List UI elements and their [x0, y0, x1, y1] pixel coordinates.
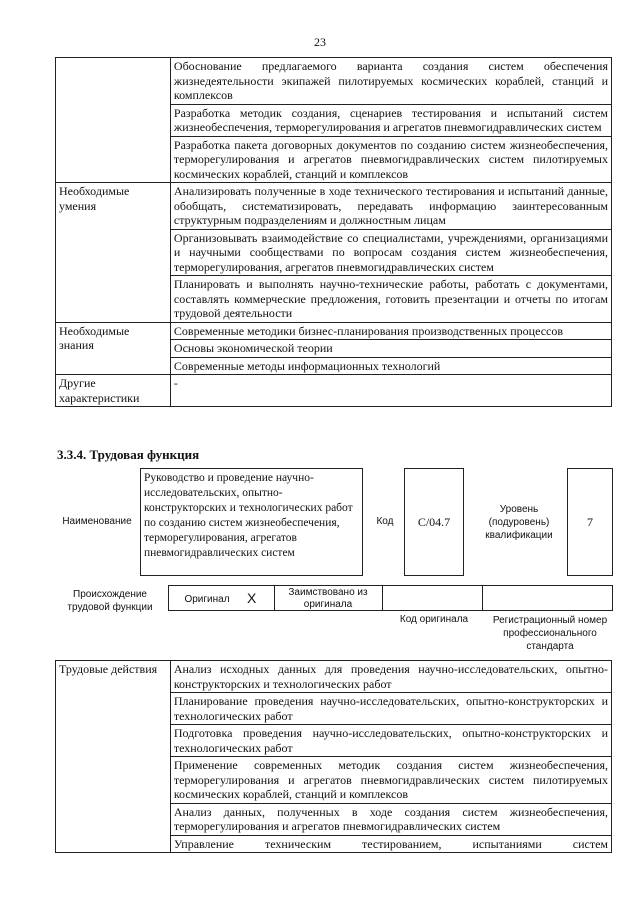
skills-table: [55, 57, 612, 407]
row-label: Другие характеристики: [56, 375, 171, 407]
level-label: Уровень (подуровень) квалификации: [485, 504, 553, 541]
level-value: 7: [587, 515, 593, 529]
table-cell: Применение современных методик создания систем жизнеобеспечения, терморегулирования и агрегатов пневмогидравлических систем пилотируемых космических кораблей, станций и комплексов: [170, 757, 611, 804]
row-label: Трудовые действия: [56, 661, 171, 853]
level-value-box: [567, 468, 613, 576]
table-row: [56, 183, 612, 230]
code-original-label: Код оригинала: [399, 614, 469, 625]
table-cell: Планирование проведения научно-исследовательских, опытно-конструкторских и технологических работ: [170, 693, 611, 725]
code-label: Код: [376, 516, 394, 527]
table-cell: Разработка методик создания, сценариев тестирования и испытаний систем жизнеобеспечения, терморегулирования и агрегатов пневмогидравлических систем: [170, 104, 611, 136]
row-label: Необходимые умения: [56, 183, 171, 323]
table-cell: -: [170, 375, 611, 407]
table-cell: Планировать и выполнять научно-технические работы, работать с документами, составлять коммерческие предложения, готовить презентации и отчеты по итогам трудовой деятельности: [170, 276, 611, 323]
original-label: Оригинал: [184, 594, 230, 605]
section-heading: 3.3.4. Трудовая функция: [57, 447, 200, 462]
table-row: [56, 661, 612, 693]
row-label: [56, 58, 171, 183]
name-label: Наименование: [62, 516, 132, 527]
origin-box: [168, 585, 613, 611]
table-cell: Анализировать полученные в ходе технического тестирования и испытаний данные, обобщать, систематизировать, передавать информацию заинтересованным структурным подразделениям и должностным лицам: [170, 183, 611, 230]
table-cell: Организовывать взаимодействие со специалистами, учреждениями, организациями и научными сообществами по вопросам создания систем жизнеобеспечения, терморегулирования, агрегатов пневмогидравлических систем: [170, 229, 611, 276]
table-cell: Разработка пакета договорных документов по созданию систем жизнеобеспечения, терморегулирования и агрегатов пневмогидравлических систем пилотируемых космических кораблей, станций и комплексов: [170, 136, 611, 183]
name-value-box: [140, 468, 363, 576]
table-row: [56, 322, 612, 340]
name-value: Руководство и проведение научно-исследовательских, опытно-конструкторских и технологических работ по созданию систем жизнеобеспечения, терморегулирования, агрегатов пневмогидравлических систем: [144, 472, 353, 559]
table-cell: Анализ данных, полученных в ходе создания систем жизнеобеспечения, терморегулирования и агрегатов пневмогидравлических систем: [170, 803, 611, 835]
borrowed-label: Заимствовано из оригинала: [288, 587, 368, 610]
code-value-box: [404, 468, 464, 576]
table-cell: Управление техническим тестированием, испытаниями систем: [170, 835, 611, 853]
table-cell: Подготовка проведения научно-исследовательских, опытно-конструкторских и технологических работ: [170, 725, 611, 757]
row-label: Необходимые знания: [56, 322, 171, 375]
original-mark: X: [247, 590, 257, 606]
code-value: C/04.7: [417, 515, 451, 529]
page-number: 23: [314, 35, 326, 49]
table-cell: Современные методы информационных технологий: [170, 357, 611, 375]
actions-table: [55, 660, 612, 853]
table-cell: Основы экономической теории: [170, 340, 611, 358]
table-row: [56, 58, 612, 105]
reg-number-label: Регистрационный номер профессионального стандарта: [492, 615, 608, 652]
table-cell: Современные методики бизнес-планирования производственных процессов: [170, 322, 611, 340]
origin-label: Происхождение трудовой функции: [67, 589, 153, 613]
table-cell: Обоснование предлагаемого варианта создания систем обеспечения жизнедеятельности экипажей пилотируемых космических кораблей, станций и комплексов: [170, 58, 611, 105]
table-row: [56, 375, 612, 407]
table-cell: Анализ исходных данных для проведения научно-исследовательских, опытно-конструкторских и технологических работ: [170, 661, 611, 693]
